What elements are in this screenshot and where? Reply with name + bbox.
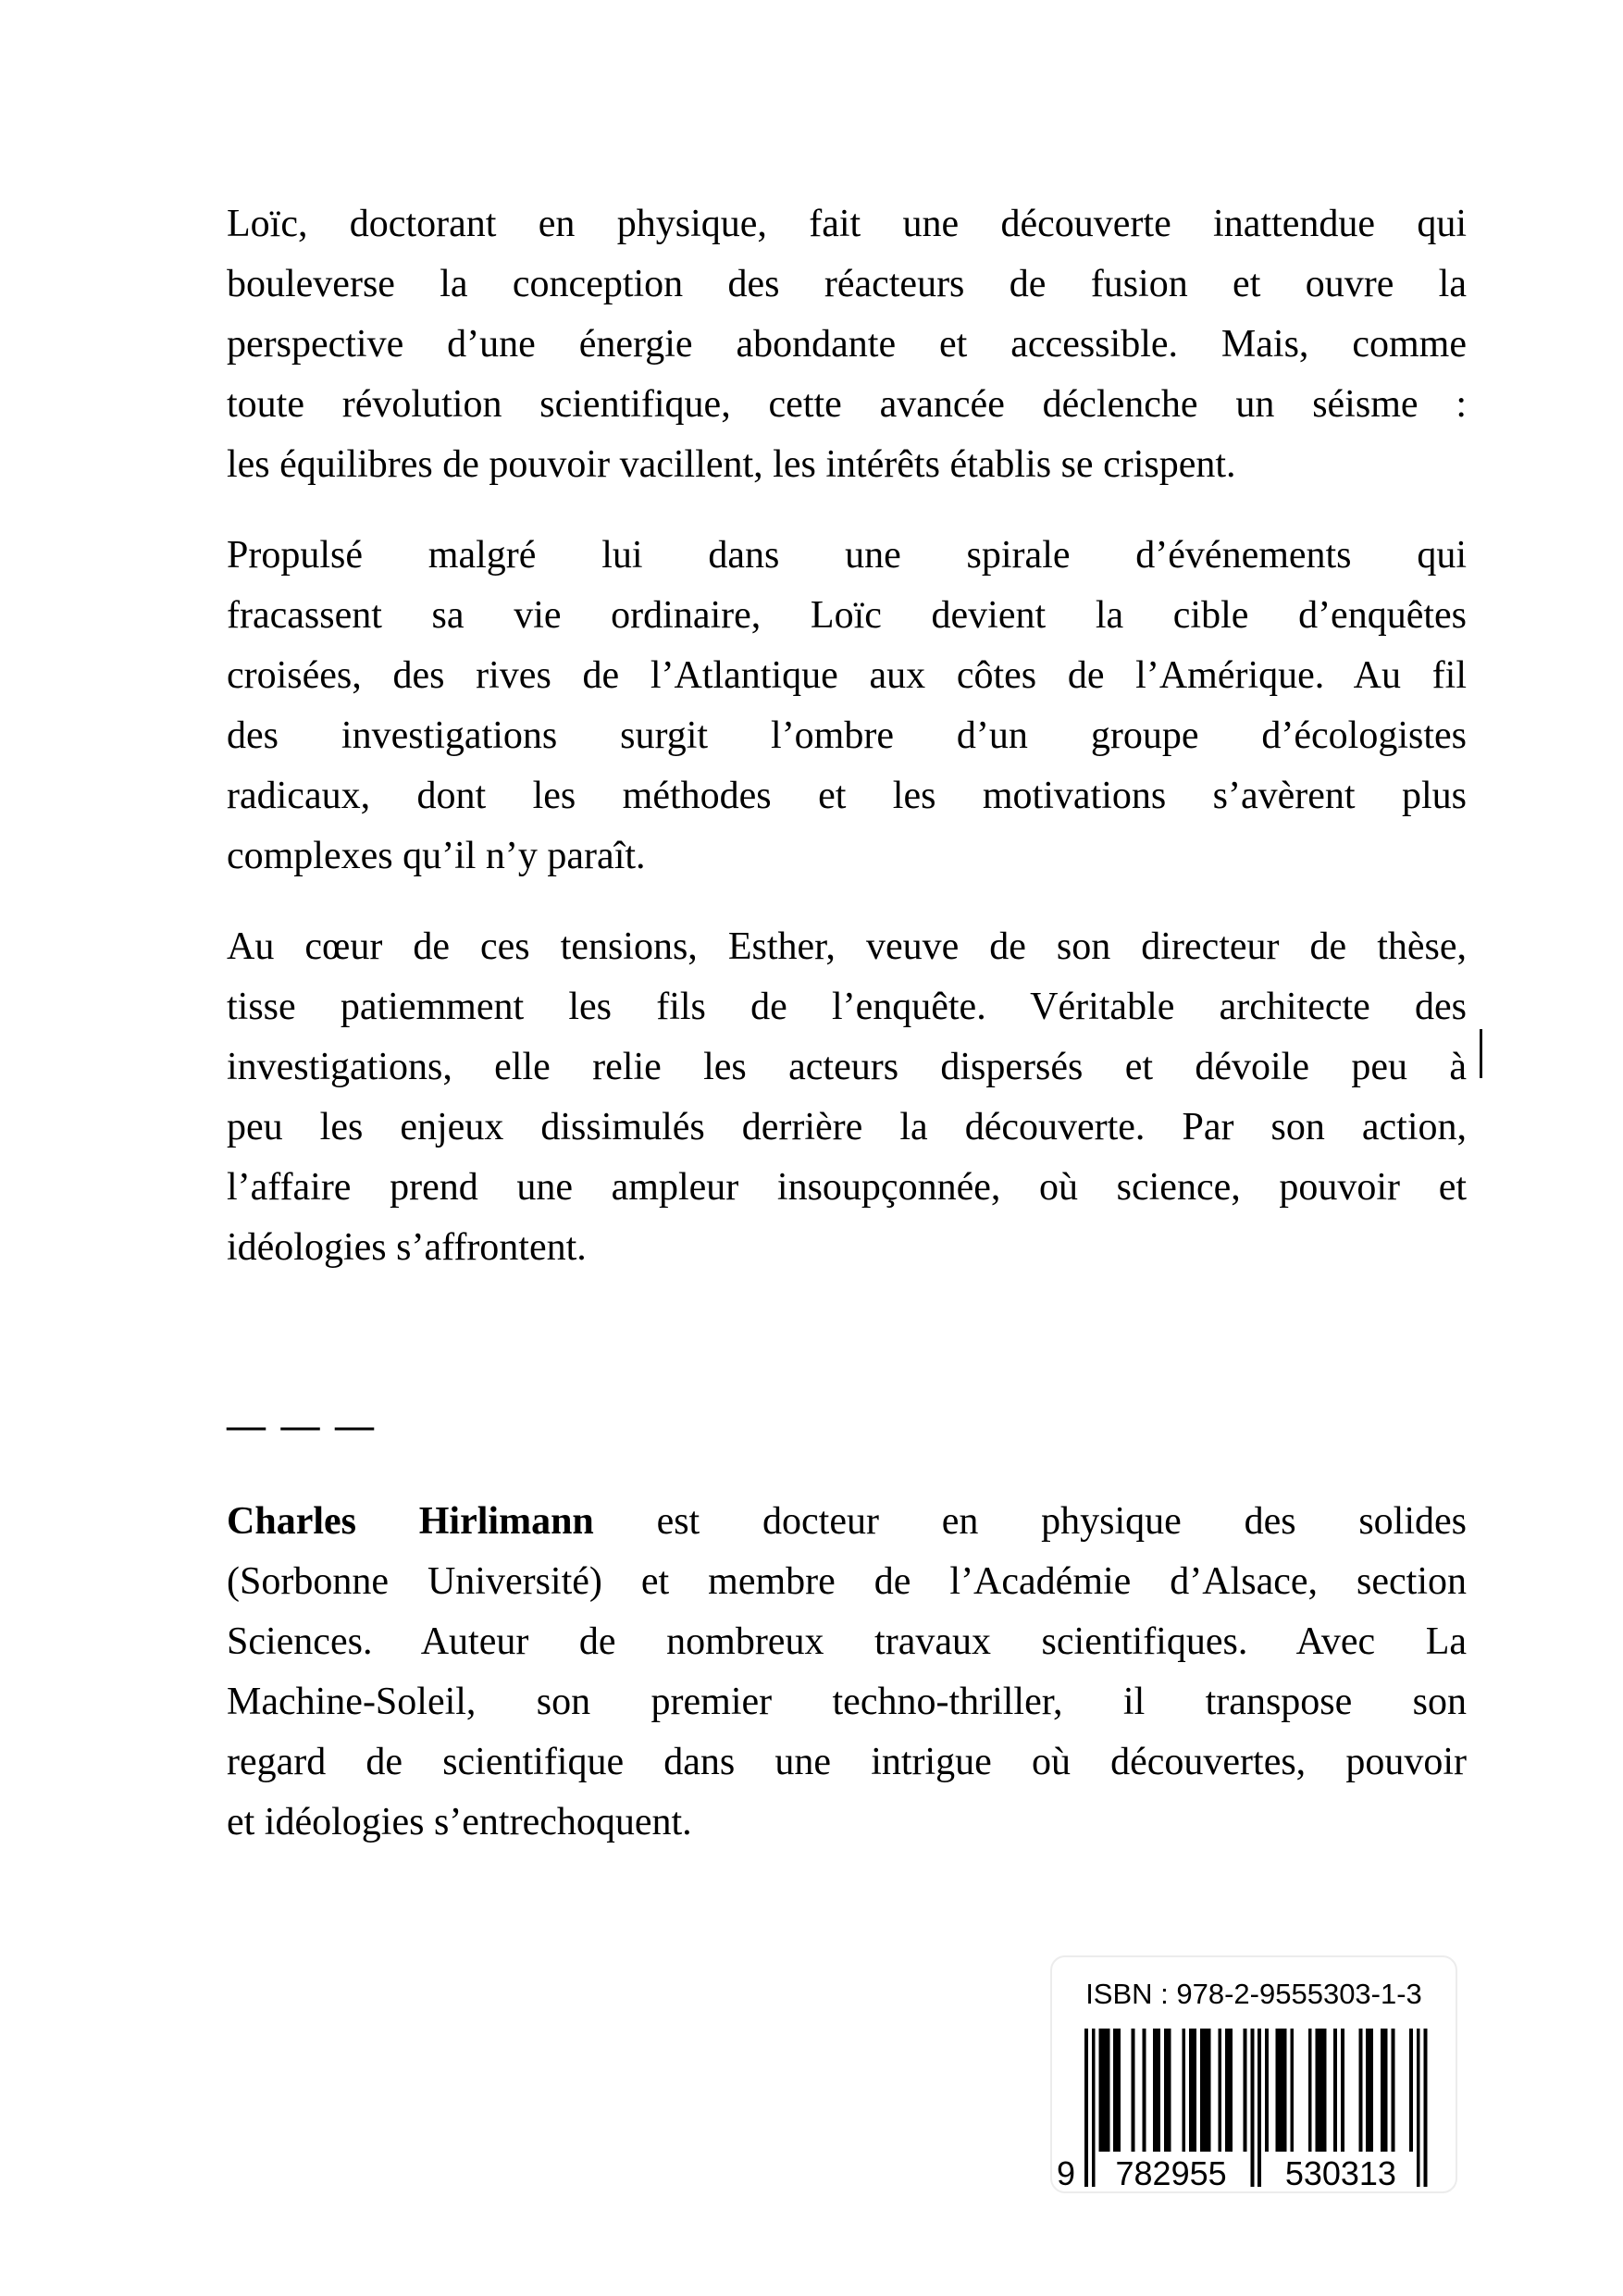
text-line: bouleverse la conception des réacteurs de fusion et ouvre la: [227, 263, 1467, 305]
text-line: Sciences. Auteur de nombreux travaux scientifiques. Avec La: [227, 1620, 1467, 1663]
text-line: (Sorbonne Université) et membre de l’Académie d’Alsace, section: [227, 1560, 1467, 1603]
author-bio-paragraph: [227, 1492, 1467, 1853]
svg-text:9: 9: [1056, 2154, 1076, 2191]
isbn-label: ISBN : 978-2-9555303-1-3: [1085, 1978, 1422, 2010]
text-line: Loïc, doctorant en physique, fait une découverte inattendue qui: [227, 203, 1467, 245]
synopsis-paragraph-2: [227, 526, 1467, 887]
text-line: radicaux, dont les méthodes et les motivations s’avèrent plus: [227, 775, 1467, 817]
text-line: et idéologies s’entrechoquent.: [227, 1801, 692, 1843]
text-line: [227, 1492, 1467, 1552]
text-line: perspective d’une énergie abondante et accessible. Mais, comme: [227, 323, 1467, 366]
text-segment: est docteur en physique des solides: [593, 1500, 1468, 1543]
section-divider: — — —: [227, 1405, 377, 1447]
text-caret: [1480, 1029, 1482, 1078]
text-line: tisse patiemment les fils de l’enquête. Véritable architecte des: [227, 986, 1467, 1028]
text-line: toute révolution scientifique, cette avancée déclenche un séisme :: [227, 383, 1467, 426]
text-line: investigations, elle relie les acteurs dispersés et dévoile peu à: [227, 1046, 1467, 1088]
barcode-panel: [1050, 1955, 1457, 2193]
author-name: Charles Hirlimann: [227, 1500, 594, 1543]
text-line: regard de scientifique dans une intrigue où découvertes, pouvoir: [227, 1741, 1467, 1783]
text-line: des investigations surgit l’ombre d’un groupe d’écologistes: [227, 714, 1467, 757]
text-line: Propulsé malgré lui dans une spirale d’événements qui: [227, 534, 1467, 577]
synopsis-block: [227, 194, 1467, 1853]
text-line: croisées, des rives de l’Atlantique aux côtes de l’Amérique. Au fil: [227, 654, 1467, 697]
text-line: fracassent sa vie ordinaire, Loïc devient la cible d’enquêtes: [227, 594, 1467, 637]
svg-text:782955: 782955: [1115, 2154, 1227, 2191]
synopsis-paragraph-3: [227, 917, 1467, 1278]
text-line: idéologies s’affrontent.: [227, 1226, 587, 1269]
text-line: complexes qu’il n’y paraît.: [227, 835, 646, 877]
svg-text:530313: 530313: [1284, 2154, 1396, 2191]
text-line: l’affaire prend une ampleur insoupçonnée, où science, pouvoir et: [227, 1166, 1467, 1209]
text-line: Machine-Soleil, son premier techno-thriller, il transpose son: [227, 1681, 1467, 1723]
synopsis-paragraph-1: [227, 194, 1467, 495]
text-line: les équilibres de pouvoir vacillent, les intérêts établis se crispent.: [227, 443, 1236, 486]
text-line: Au cœur de ces tensions, Esther, veuve de son directeur de thèse,: [227, 925, 1467, 968]
text-line: peu les enjeux dissimulés derrière la découverte. Par son action,: [227, 1106, 1467, 1148]
